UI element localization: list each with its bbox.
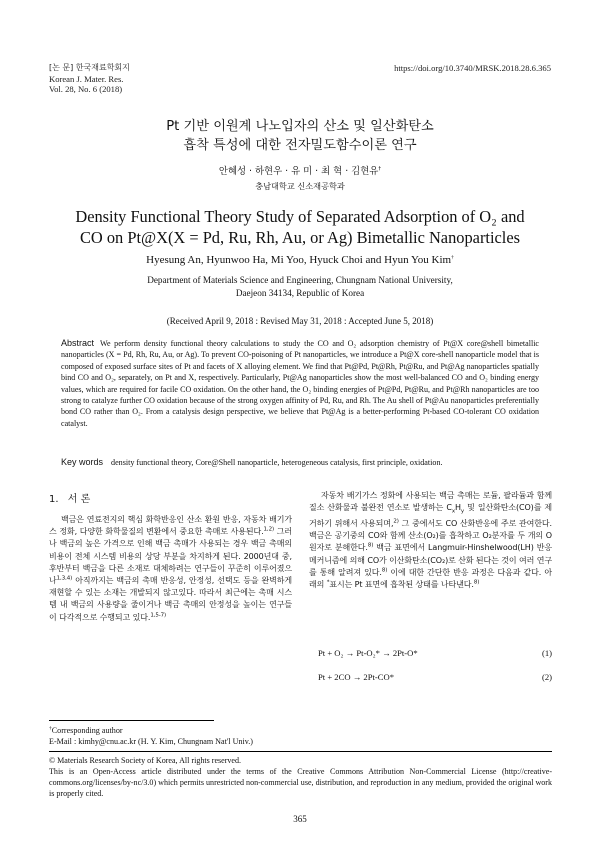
english-affiliation-line2: Daejeon 34134, Republic of Korea [235, 288, 365, 298]
right-column-paragraph [309, 490, 552, 591]
copyright [49, 755, 552, 799]
journal-volume: Vol. 28, No. 6 (2018) [49, 84, 123, 95]
footnote [49, 725, 253, 747]
journal-name-english: Korean J. Mater. Res. [49, 73, 124, 84]
page-number: 365 [293, 814, 307, 824]
english-title-line2: CO on Pt@X(X = Pd, Ru, Rh, Au, or Ag) Bimetallic Nanoparticles [80, 228, 520, 247]
equation-2 [318, 672, 552, 682]
section-number: 1. [49, 494, 59, 505]
journal-header [49, 63, 130, 95]
english-affiliation [0, 274, 600, 300]
right-p1-ref: 2) [393, 518, 399, 525]
right-p1b: 및 일산화탄소(CO)를 제거하기 위해서 사용되며, [309, 503, 553, 528]
right-p1-sub-y: y [460, 508, 465, 515]
abstract-label: Abstract [61, 338, 95, 348]
korean-title-line1: Pt 기반 이원계 나노입자의 산소 및 일산화탄소 [166, 119, 434, 134]
footnote-mark: † [49, 725, 52, 732]
right-p3-ref: 8) [381, 567, 388, 574]
korean-authors [0, 163, 600, 177]
right-p1: 자동차 배기가스 정화에 사용되는 백금 촉매는 로듐, 팔라듐과 함께 질소 산화물과 불완전 연소로 발생하는 C [309, 491, 552, 513]
footnote-line1: Corresponding author [51, 726, 123, 735]
english-authors-names: Hyesung An, Hyunwoo Ha, Mi Yoo, Hyuck Choi and Hyun You Kim [146, 254, 452, 266]
left-p3: 아직까지는 백금의 촉매 반응성, 안정성, 선택도 등을 완벽하게 재현할 수 있는 소재는 개발되지 않고있다. 따라서 최근에는 촉매 시스템 내 백금의 사용량을 줄이거나 백금 촉매의 안정성을 높이는 연구들이 다각적으로 수행되고 있다. [49, 576, 292, 622]
left-p2: 그러나 백금의 높은 가격으로 인해 백금 촉매가 사용되는 경우 백금 촉매의 비용이 전체 시스템 비용의 상당 부분을 차지하게 된다. 2000년대 중, 후반부터 백금을 다른 소재로 대체하려는 연구들이 꾸준히 이루어졌으나 [49, 527, 292, 586]
right-p1-h: H [455, 503, 461, 513]
korean-title-line2: 흡착 특성에 대한 전자밀도함수이론 연구 [183, 138, 417, 153]
right-p2: 그 중에서도 CO 산화반응에 주로 관여한다. 백금은 공기중의 CO와 함께 산소(O₂)를 흡착하고 O₂분자를 두 개의 O원자로 분해한다. [309, 519, 552, 553]
left-column-paragraph [49, 514, 292, 624]
keywords [61, 457, 539, 467]
keywords-label: Key words [61, 457, 104, 467]
keywords-text: density functional theory, Core@Shell nanoparticle, heterogeneous catalysis, first principle, oxidation. [111, 458, 443, 467]
right-p4-star: * [326, 579, 330, 586]
license-text: This is an Open-Access article distributed under the terms of the Creative Commons Attribution Non-Commercial License (http://creative-commons.org/licenses/by-nc/3.0) which permits unrestricted non-commercial use, distribution, and reproduction in any medium, provided the original work is properly cited. [49, 767, 552, 798]
right-p4: 이에 대한 간단한 반응 과정은 다음과 같다. 아래의 [309, 567, 552, 590]
journal-name-korean: [논 문] 한국재료학회지 [49, 63, 130, 72]
footnote-email: E-Mail : kimhy@cnu.ac.kr (H. Y. Kim, Chungnam Nat'l Univ.) [49, 737, 253, 746]
equation-2-number: (2) [541, 672, 552, 682]
footnote-rule [49, 720, 214, 721]
left-p1: 백금은 연료전지의 핵심 화학반응인 산소 환원 반응, 자동차 배기가스 정화, 다양한 화학물질의 변환에서 중요한 촉매로 사용된다. [49, 515, 292, 537]
doi-link[interactable]: https://doi.org/10.3740/MRSK.2018.28.6.365 [394, 63, 551, 73]
english-title [0, 206, 600, 248]
copyright-line1: © Materials Research Society of Korea, All rights reserved. [49, 756, 242, 765]
english-corresponding-mark: † [451, 254, 454, 261]
section-title: 서 론 [67, 494, 91, 505]
english-affiliation-line1: Department of Materials Science and Engineering, Chungnam National University, [147, 275, 453, 285]
right-p4b: 표시는 Pt 표면에 흡착된 상태를 나타낸다. [329, 580, 474, 590]
copyright-rule [49, 751, 552, 752]
abstract [61, 338, 539, 429]
equation-1-text: Pt + O₂ → Pt-O₂* → 2Pt-O* [318, 648, 418, 658]
korean-affiliation: 충남대학교 신소재공학과 [255, 181, 345, 191]
equation-1-number: (1) [541, 648, 552, 658]
equation-2-text: Pt + 2CO → 2Pt-CO* [318, 672, 394, 682]
right-p1-sub-x: x [451, 508, 455, 515]
right-p2-ref: 8) [367, 542, 374, 549]
korean-title [0, 117, 600, 155]
abstract-text: We perform density functional theory calculations to study the CO and O₂ adsorption chemistry of Pt@X core@shell bimetallic nanoparticles (X = Pd, Rh, Ru, Au, or Ag). To prevent CO-poisoning of Pt nanoparticles, we introduce a Pt@X core-shell nanoparticle model that is composed of exposed surface sites of Pt and facets of X alloying element. We find that Pt@Pd, Pt@Rh, Pt@Ru, and Pt@Ag nanoparticles spatially bind CO and O₂, separately, on Pt and X, respectively. Particularly, Pt@Ag nanoparticles show the most well-balanced CO and O₂ binding energy values, which are required for facile CO oxidation. On the other hand, the O₂ binding energies of Pt@Pd, Pt@Ru, and Pt@Rh nanoparticles are too strong to catalyze further CO oxidation because of the strong oxygen affinity of Pd, Ru, and Rh. The Au shell of Pt@Au nanoparticles preferentially bond CO rather than O₂. From a catalysis design perspective, we believe that Pt@Ag is a better-performing Pt-based CO-tolerant CO oxidation catalyst. [61, 339, 539, 428]
english-authors [0, 254, 600, 266]
right-p3: 백금 표면에서 Langmuir-Hinshelwood(LH) 반응 메커니즘에 의해 CO가 이산화탄소(CO₂)로 산화 된다는 것이 여러 연구를 통해 알려져 있다. [309, 543, 552, 577]
left-p2-ref: 1,3,4) [56, 575, 73, 582]
section-heading [49, 490, 90, 505]
left-p3-ref: 1,5-7) [150, 611, 167, 618]
right-p4-ref: 8) [473, 579, 480, 586]
corresponding-mark: † [378, 165, 382, 172]
received-dates: (Received April 9, 2018 : Revised May 31, 2018 : Accepted June 5, 2018) [166, 316, 434, 326]
left-p1-ref: 1,2) [263, 526, 275, 533]
korean-authors-names: 안혜성 · 하현우 · 유 미 · 최 혁 · 김현유 [218, 166, 379, 177]
equation-1 [318, 648, 552, 658]
english-title-line1: Density Functional Theory Study of Separated Adsorption of O₂ and [75, 207, 525, 226]
